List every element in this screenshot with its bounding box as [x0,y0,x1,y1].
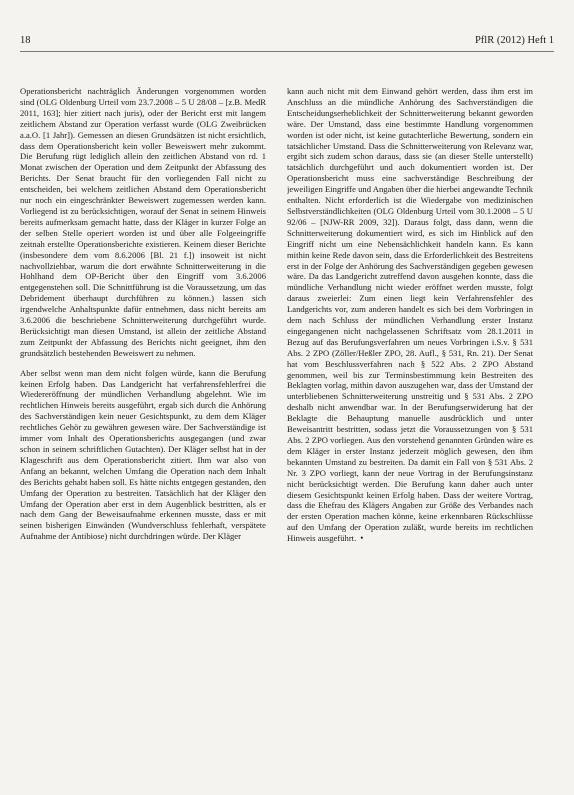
journal-reference: PflR (2012) Heft 1 [474,35,554,46]
end-of-article-mark: • [360,533,364,544]
page-header [20,34,554,50]
header-rule [20,51,554,52]
right-column [287,86,533,761]
paragraph: Aber selbst wenn man dem nicht folgen würde, kann die Berufung keinen Erfolg haben. Das Landgericht hat verfahrensfehlerfrei die Wiedereröffnung der mündlichen Verhandlung abgelehnt. Wie im rechtlichen Hinweis bereits ausgeführt, ergab sich durch die Anhörung des Sachverständigen kein neuer Gesichtspunkt, zu dem dem Kläger rechtliches Gehör zu gewähren gewesen wäre. Der Sachverständige ist immer vom Inhalt des Operationsberichts ausgegangen (und zwar schon in seinem schriftlichen Gutachten). Der Kläger selbst hat in der Klageschrift aus dem Operationsbericht zitiert. Ihm war also von Anfang an bekannt, welchen Umfang die Operation nach dem Inhalt des Berichts gehabt haben soll. Es hätte nichts entgegen gestanden, den Umfang der Operation zu bestreiten. Tatsächlich hat der Kläger den Umfang der Operation aber erst in dem Augenblick bestritten, als er nach dem Gang der Beweisaufnahme erkennen musste, dass er mit seinen bisherigen Einwänden (Wundverschluss fehlerhaft, verspätete Aufnahme der Antibiose) nicht durchdringen würde. Der Kläger [20,367,266,542]
paragraph [287,86,533,544]
paragraph-text: kann auch nicht mit dem Einwand gehört werden, dass ihm erst im Anschluss an die mündliche Anhörung des Sachverständigen die Entscheidungserheblichkeit der Schnitterweiterung bekannt geworden wäre. Der Umstand, dass eine bestimmte Handlung vorgenommen worden ist oder nicht, ist keine gutachterliche Bewertung, sondern ein tatsächlicher Umstand. Dass die Schnitterweiterung von Relevanz war, ergibt sich zudem schon daraus, dass sie (an dieser Stelle unterstellt) tatsächlich durchgeführt und auch dokumentiert worden ist. Der Operationsbericht muss eine sachverständige Beschreibung der jeweiligen Eingriffe und Angaben über die hierbei angewandte Technik enthalten. Nicht erforderlich ist die Wiedergabe von medizinischen Selbstverständlichkeiten (OLG Oldenburg Urteil vom 30.1.2008 – 5 U 92/06 – [NJW-RR 2009, 32]). Daraus folgt, dass dann, wenn die Schnitterweiterung dokumentiert wird, es sich im Hinblick auf den Eingriff nicht um eine Nebensächlichkeit handeln kann. Es kann mithin keine Rede davon sein, dass die Erforderlichkeit des Bestreitens erst in der Folge der Anhörung des Sachverständigen gegeben gewesen wäre. Da das Landgericht zutreffend davon ausgehen konnte, dass die mündliche Verhandlung nicht wieder eröffnet werden musste, folgt daraus zweierlei: Zum einen liegt kein Verfahrensfehler des Landgerichts vor, zum anderen handelt es sich bei dem Vorbringen in dem nach Schluss der mündlichen Verhandlung erster Instanz eingegangenen nicht nachgelassenen Schriftsatz vom 28.1.2011 in Bezug auf das Berufungsverfahren um neues Vorbringen i.S.v. § 531 Abs. 2 ZPO (Zöller/Heßler ZPO, 28. Aufl., § 531, Rn. 21). Der Senat hat vom Beschlussverfahren nach § 522 Abs. 2 ZPO Abstand genommen, weil bis zur Terminsbestimmung kein Bestreiten des Beklagten vorlag, mithin davon auszugehen war, dass der Umstand der unterbliebenen Schnitterweiterung unstreitig und § 531 Abs. 2 ZPO deshalb nicht anwendbar war. In der Berufungserwiderung hat der Beklagte die Behauptung manuelle ausdrücklich und unter Beweisantritt bestritten, sodass jetzt die Voraussetzungen von § 531 Abs. 2 ZPO vorliegen. Aus den vorstehend genannten Gründen wäre es dem Kläger in erster Instanz jederzeit möglich gewesen, den ihm bekannten Umstand zu bestreiten. Da damit ein Fall von § 531 Abs. 2 Nr. 3 ZPO vorliegt, kann der neue Vortrag in der Berufungsinstanz nicht berücksichtigt werden. Die Berufung kann daher auch unter diesem Gesichtspunkt keinen Erfolg haben. Dass der weitere Vortrag, dass die Ehefrau des Klägers Angaben zur Größe des Verbandes nach der ersten Operation machen könne, keine erkennbaren Rückschlüsse auf den Umfang der Operation zuläßt, wurde bereits im rechtlichen Hinweis ausgeführt. [287,86,533,544]
page-number: 18 [20,35,31,46]
paragraph: Operationsbericht nachträglich Änderungen vorgenommen worden sind (OLG Oldenburg Urteil vom 23.7.2008 – 5 U 28/08 – [z.B. MedR 2011, 163]; hier zitiert nach juris), oder der Bericht erst mit langem zeitlichem Abstand zur Operation verfasst wurde (OLG Zweibrücken a.a.O. [1 Jahr]). Gemessen an diesen Grundsätzen ist nicht ersichtlich, dass dem Operationsbericht kein voller Beweiswert mehr zukommt. Die Berufung rügt lediglich allein den zeitlichen Abstand von rd. 1 Monat zwischen der Operation und dem Zeitpunkt der Abfassung des Berichts. Der Senat braucht für den vorliegenden Fall nicht zu entscheiden, bei welchem zeitlichen Abstand dem Operationsbericht nur noch ein eingeschränkter Beweiswert zugemessen werden kann. Vorliegend ist zu berücksichtigen, worauf der Senat in seinem Hinweis bereits aufmerksam gemacht hatte, dass der Kläger in kurzer Folge an der selben Stelle operiert worden ist und über alle Folgeeingriffe zeitnah erstellte Operationsberichte existieren. Keinem dieser Berichte (insbesondere dem vom 8.6.2006 [Bl. 21 f.]) insoweit ist nicht nachvollziehbar, warum die dort erwähnte Schnitterweiterung in die Hohlhand dem OP-Bericht über den Eingriff vom 3.6.2006 entgegenstehen soll. Die Schnittführung ist die Voraussetzung, um das Debridement überhaupt durchführen zu können.) lassen sich irgendwelche Anhaltspunkte dafür entnehmen, dass nicht bereits am 3.6.2006 die beschriebene Schnitterweiterung durchgeführt wurde. Berücksichtigt man diesen Umstand, ist allein der zeitliche Abstand zum Zeitpunkt der Abfassung des Berichts nicht geeignet, ihm den grundsätzlich bestehenden Beweiswert zu nehmen. [20,86,266,358]
left-column [20,86,266,761]
